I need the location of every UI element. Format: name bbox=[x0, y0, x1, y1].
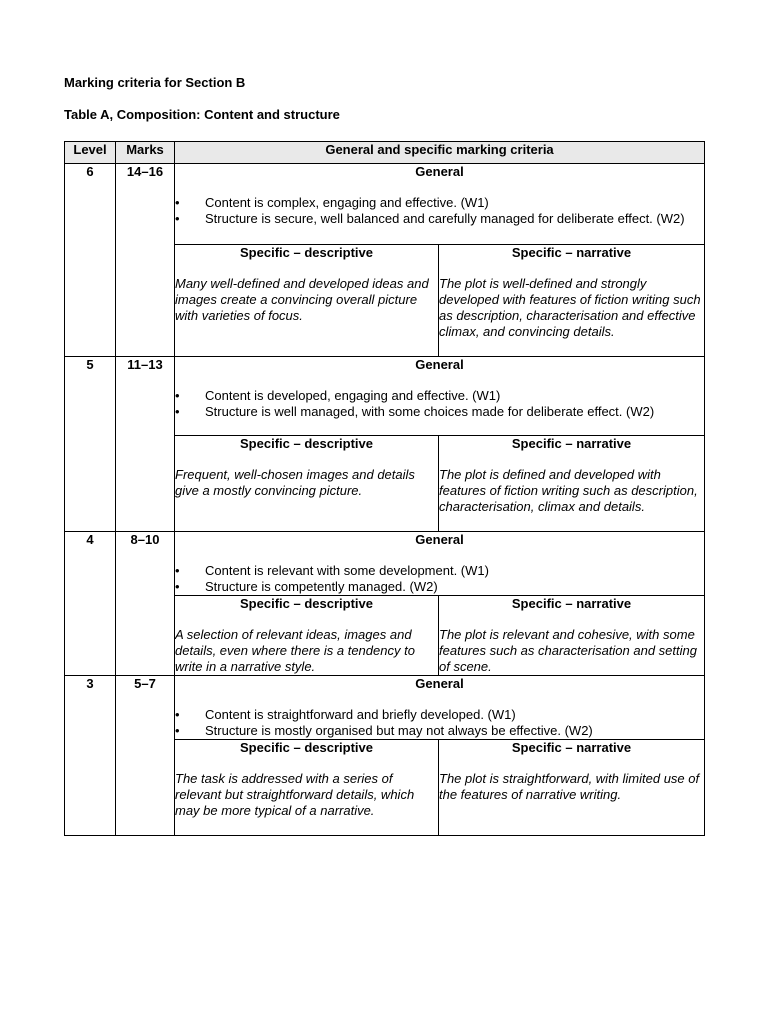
specific-narrative-cell bbox=[439, 596, 705, 676]
table-row bbox=[65, 164, 705, 245]
specific-descriptive-cell bbox=[175, 436, 439, 532]
criteria-bullet: • Content is relevant with some development. (W1) bbox=[175, 563, 704, 579]
general-label: General bbox=[415, 676, 464, 691]
criteria-bullet: • Structure is well managed, with some choices made for deliberate effect. (W2) bbox=[175, 404, 704, 420]
level-cell: 6 bbox=[65, 164, 116, 357]
level-cell: 3 bbox=[65, 676, 116, 836]
specific-descriptive-label: Specific – descriptive bbox=[240, 245, 373, 260]
specific-descriptive-label: Specific – descriptive bbox=[240, 596, 373, 611]
specific-descriptive-text: Many well-defined and developed ideas and images create a convincing overall picture with varieties of focus. bbox=[175, 276, 429, 323]
level-cell: 5 bbox=[65, 357, 116, 532]
specific-descriptive-label: Specific – descriptive bbox=[240, 436, 373, 451]
general-label: General bbox=[415, 357, 464, 372]
criteria-bullet: • Structure is competently managed. (W2) bbox=[175, 579, 704, 595]
specific-descriptive-cell bbox=[175, 596, 439, 676]
table-row bbox=[65, 357, 705, 436]
level-cell: 4 bbox=[65, 532, 116, 676]
specific-narrative-label: Specific – narrative bbox=[511, 436, 632, 451]
marks-cell: 8–10 bbox=[116, 532, 175, 676]
specific-narrative-label: Specific – narrative bbox=[511, 245, 632, 260]
general-criteria-list bbox=[175, 388, 704, 420]
specific-narrative-cell bbox=[439, 740, 705, 836]
specific-narrative-label: Specific – narrative bbox=[511, 740, 632, 755]
specific-narrative-cell bbox=[439, 245, 705, 357]
marking-criteria-table bbox=[64, 141, 705, 836]
column-header-level: Level bbox=[65, 142, 116, 164]
general-criteria-list bbox=[175, 707, 704, 739]
specific-narrative-cell bbox=[439, 436, 705, 532]
general-label: General bbox=[415, 164, 464, 179]
table-header-row bbox=[65, 142, 705, 164]
table-title: Table A, Composition: Content and structure bbox=[64, 107, 340, 122]
column-header-marks: Marks bbox=[116, 142, 175, 164]
specific-narrative-label: Specific – narrative bbox=[511, 596, 632, 611]
specific-narrative-text: The plot is defined and developed with features of fiction writing such as description, characterisation, climax and details. bbox=[439, 467, 698, 514]
specific-descriptive-label: Specific – descriptive bbox=[240, 740, 373, 755]
criteria-bullet: • Content is developed, engaging and effective. (W1) bbox=[175, 388, 704, 404]
general-criteria-cell bbox=[175, 357, 705, 436]
general-label: General bbox=[415, 532, 464, 547]
criteria-bullet: • Content is straightforward and briefly developed. (W1) bbox=[175, 707, 704, 723]
column-header-criteria: General and specific marking criteria bbox=[175, 142, 705, 164]
specific-narrative-text: The plot is well-defined and strongly developed with features of fiction writing such as description, characterisation and effective climax, and convincing details. bbox=[439, 276, 701, 339]
criteria-bullet: • Structure is mostly organised but may not always be effective. (W2) bbox=[175, 723, 704, 739]
general-criteria-list bbox=[175, 195, 704, 227]
marks-cell: 14–16 bbox=[116, 164, 175, 357]
general-criteria-cell bbox=[175, 164, 705, 245]
general-criteria-cell bbox=[175, 676, 705, 740]
specific-descriptive-text: The task is addressed with a series of relevant but straightforward details, which may be more typical of a narrative. bbox=[175, 771, 415, 818]
specific-narrative-text: The plot is relevant and cohesive, with some features such as characterisation and setting of scene. bbox=[439, 627, 697, 674]
specific-narrative-text: The plot is straightforward, with limited use of the features of narrative writing. bbox=[439, 771, 700, 802]
marks-cell: 5–7 bbox=[116, 676, 175, 836]
specific-descriptive-text: A selection of relevant ideas, images and details, even where there is a tendency to write in a narrative style. bbox=[175, 627, 415, 674]
criteria-bullet: • Content is complex, engaging and effective. (W1) bbox=[175, 195, 704, 211]
specific-descriptive-text: Frequent, well-chosen images and details give a mostly convincing picture. bbox=[175, 467, 415, 498]
section-heading: Marking criteria for Section B bbox=[64, 75, 246, 90]
general-criteria-cell bbox=[175, 532, 705, 596]
specific-descriptive-cell bbox=[175, 245, 439, 357]
general-criteria-list bbox=[175, 563, 704, 595]
table-row bbox=[65, 676, 705, 740]
criteria-bullet: • Structure is secure, well balanced and carefully managed for deliberate effect. (W2) bbox=[175, 211, 704, 227]
marks-cell: 11–13 bbox=[116, 357, 175, 532]
specific-descriptive-cell bbox=[175, 740, 439, 836]
table-row bbox=[65, 532, 705, 596]
